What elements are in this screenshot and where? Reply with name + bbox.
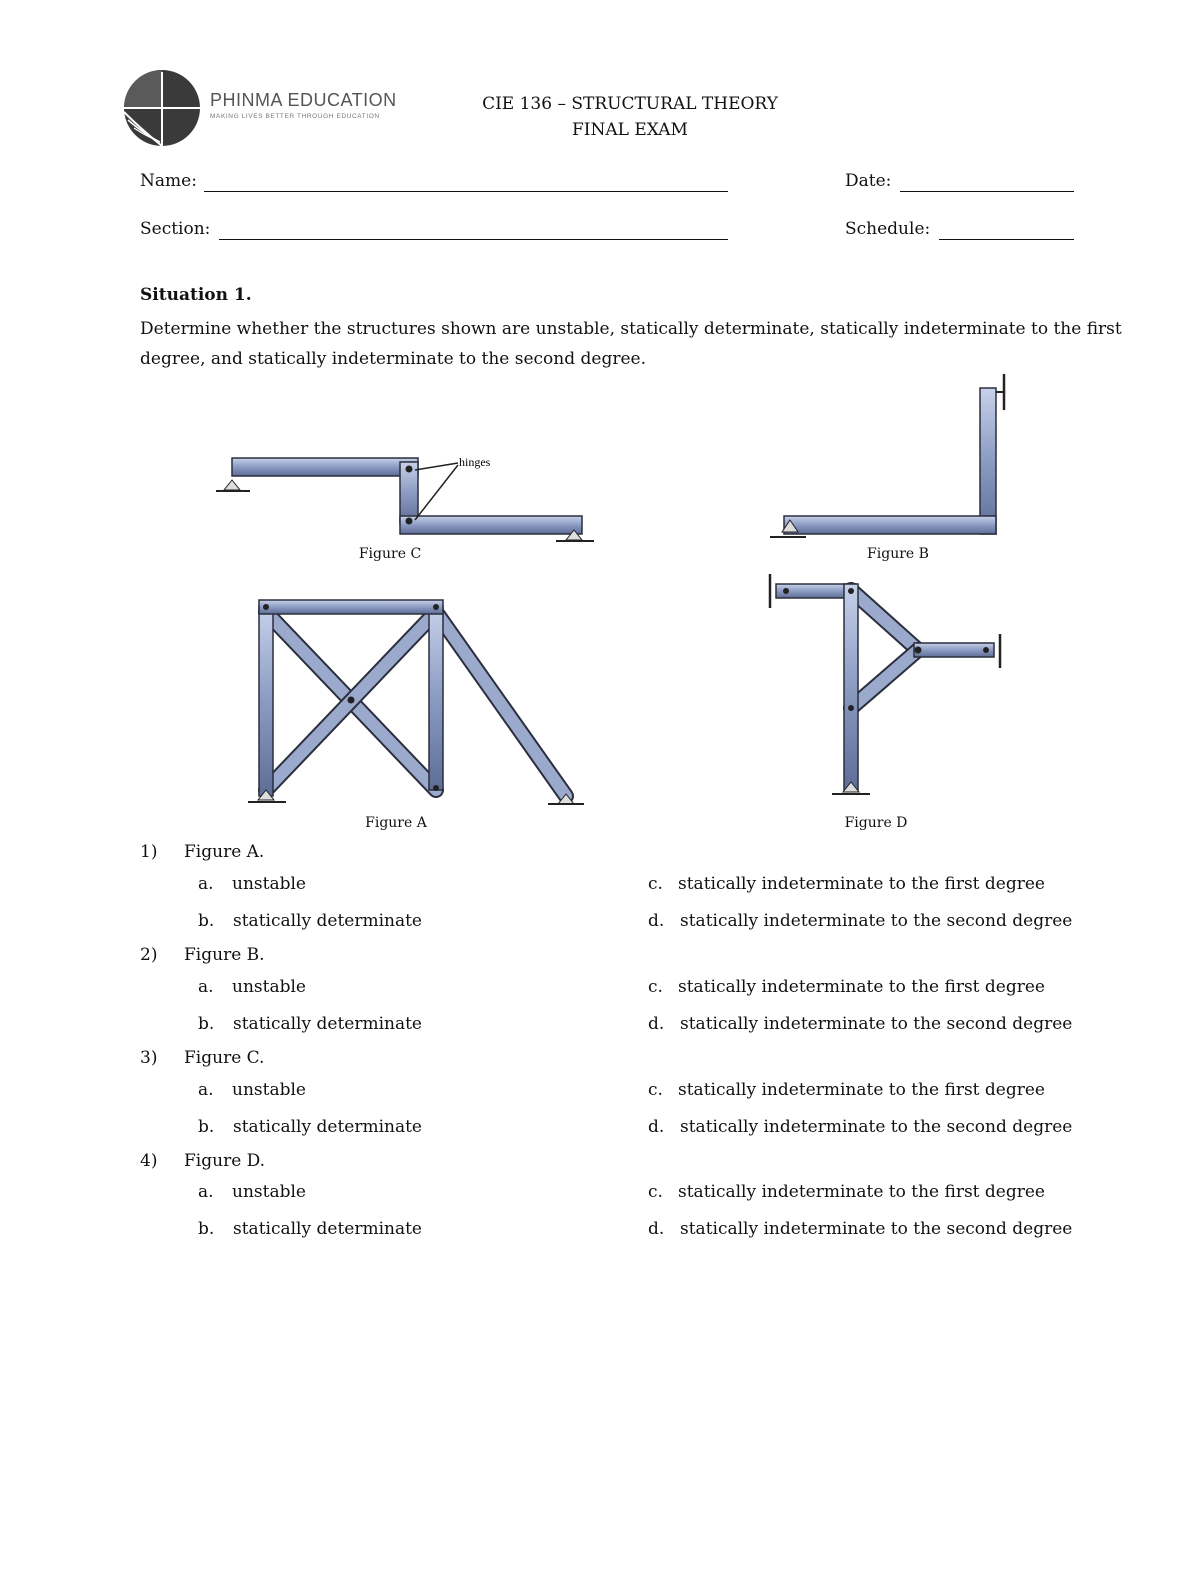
situation-instructions: Determine whether the structures shown are unstable, statically determinate, statically indeterminate to the first degree, and statically indeterminate to the second degree. xyxy=(140,319,1122,369)
name-label: Name: xyxy=(140,171,197,191)
q1-option-a-letter: a. xyxy=(198,874,214,894)
q4-option-a-letter: a. xyxy=(198,1182,214,1202)
q1-option-a[interactable]: unstable xyxy=(232,874,306,894)
figure-d-diagram xyxy=(770,574,1000,794)
figure-c-diagram xyxy=(216,458,594,541)
question-1-number: 1) xyxy=(140,842,158,862)
q4-option-d-letter: d. xyxy=(648,1219,665,1239)
date-field[interactable] xyxy=(900,191,1074,192)
q4-option-c[interactable]: statically indeterminate to the first degree xyxy=(678,1182,1045,1202)
q2-option-c-letter: c. xyxy=(648,977,663,997)
q1-option-c-letter: c. xyxy=(648,874,663,894)
question-2-prompt: Figure B. xyxy=(184,945,265,965)
q1-option-d[interactable]: statically indeterminate to the second degree xyxy=(680,911,1073,931)
question-2-number: 2) xyxy=(140,945,158,965)
figure-c-label: Figure C xyxy=(358,546,422,562)
figure-b-label: Figure B xyxy=(867,546,929,562)
q3-option-d-letter: d. xyxy=(648,1117,665,1137)
section-field[interactable] xyxy=(219,239,728,240)
q4-option-d[interactable]: statically indeterminate to the second degree xyxy=(680,1219,1073,1239)
schedule-field[interactable] xyxy=(939,239,1074,240)
q2-option-a-letter: a. xyxy=(198,977,214,997)
q4-option-b-letter: b. xyxy=(198,1219,215,1239)
date-label: Date: xyxy=(845,171,892,191)
question-3-number: 3) xyxy=(140,1048,158,1068)
figures-canvas xyxy=(0,360,1200,840)
q4-option-b[interactable]: statically determinate xyxy=(233,1219,422,1239)
q3-option-b-letter: b. xyxy=(198,1117,215,1137)
q4-option-a[interactable]: unstable xyxy=(232,1182,306,1202)
situation-title: Situation 1. xyxy=(140,285,252,305)
q2-option-a[interactable]: unstable xyxy=(232,977,306,997)
q1-option-d-letter: d. xyxy=(648,911,665,931)
question-1-prompt: Figure A. xyxy=(184,842,265,862)
question-4-number: 4) xyxy=(140,1151,158,1171)
q4-option-c-letter: c. xyxy=(648,1182,663,1202)
course-title: CIE 136 – STRUCTURAL THEORY xyxy=(482,94,778,114)
hinges-label: hinges xyxy=(459,455,491,469)
name-field[interactable] xyxy=(204,191,728,192)
figure-d-label: Figure D xyxy=(844,815,908,831)
q2-option-c[interactable]: statically indeterminate to the first degree xyxy=(678,977,1045,997)
q2-option-b[interactable]: statically determinate xyxy=(233,1014,422,1034)
figure-a-label: Figure A xyxy=(365,815,427,831)
schedule-label: Schedule: xyxy=(845,219,931,239)
figure-a-diagram xyxy=(248,600,584,804)
logo-name: PHINMA EDUCATION xyxy=(210,90,397,110)
q1-option-c[interactable]: statically indeterminate to the first degree xyxy=(678,874,1045,894)
q3-option-b[interactable]: statically determinate xyxy=(233,1117,422,1137)
q2-option-b-letter: b. xyxy=(198,1014,215,1034)
exam-title: FINAL EXAM xyxy=(572,120,688,140)
q2-option-d[interactable]: statically indeterminate to the second degree xyxy=(680,1014,1073,1034)
q2-option-d-letter: d. xyxy=(648,1014,665,1034)
question-3-prompt: Figure C. xyxy=(184,1048,265,1068)
section-label: Section: xyxy=(140,219,211,239)
q3-option-c[interactable]: statically indeterminate to the first degree xyxy=(678,1080,1045,1100)
figure-b-diagram xyxy=(770,374,1004,537)
logo-tagline: MAKING LIVES BETTER THROUGH EDUCATION xyxy=(210,113,380,120)
q3-option-a-letter: a. xyxy=(198,1080,214,1100)
q1-option-b[interactable]: statically determinate xyxy=(233,911,422,931)
q3-option-a[interactable]: unstable xyxy=(232,1080,306,1100)
q1-option-b-letter: b. xyxy=(198,911,215,931)
question-4-prompt: Figure D. xyxy=(184,1151,266,1171)
q3-option-c-letter: c. xyxy=(648,1080,663,1100)
q3-option-d[interactable]: statically indeterminate to the second degree xyxy=(680,1117,1073,1137)
